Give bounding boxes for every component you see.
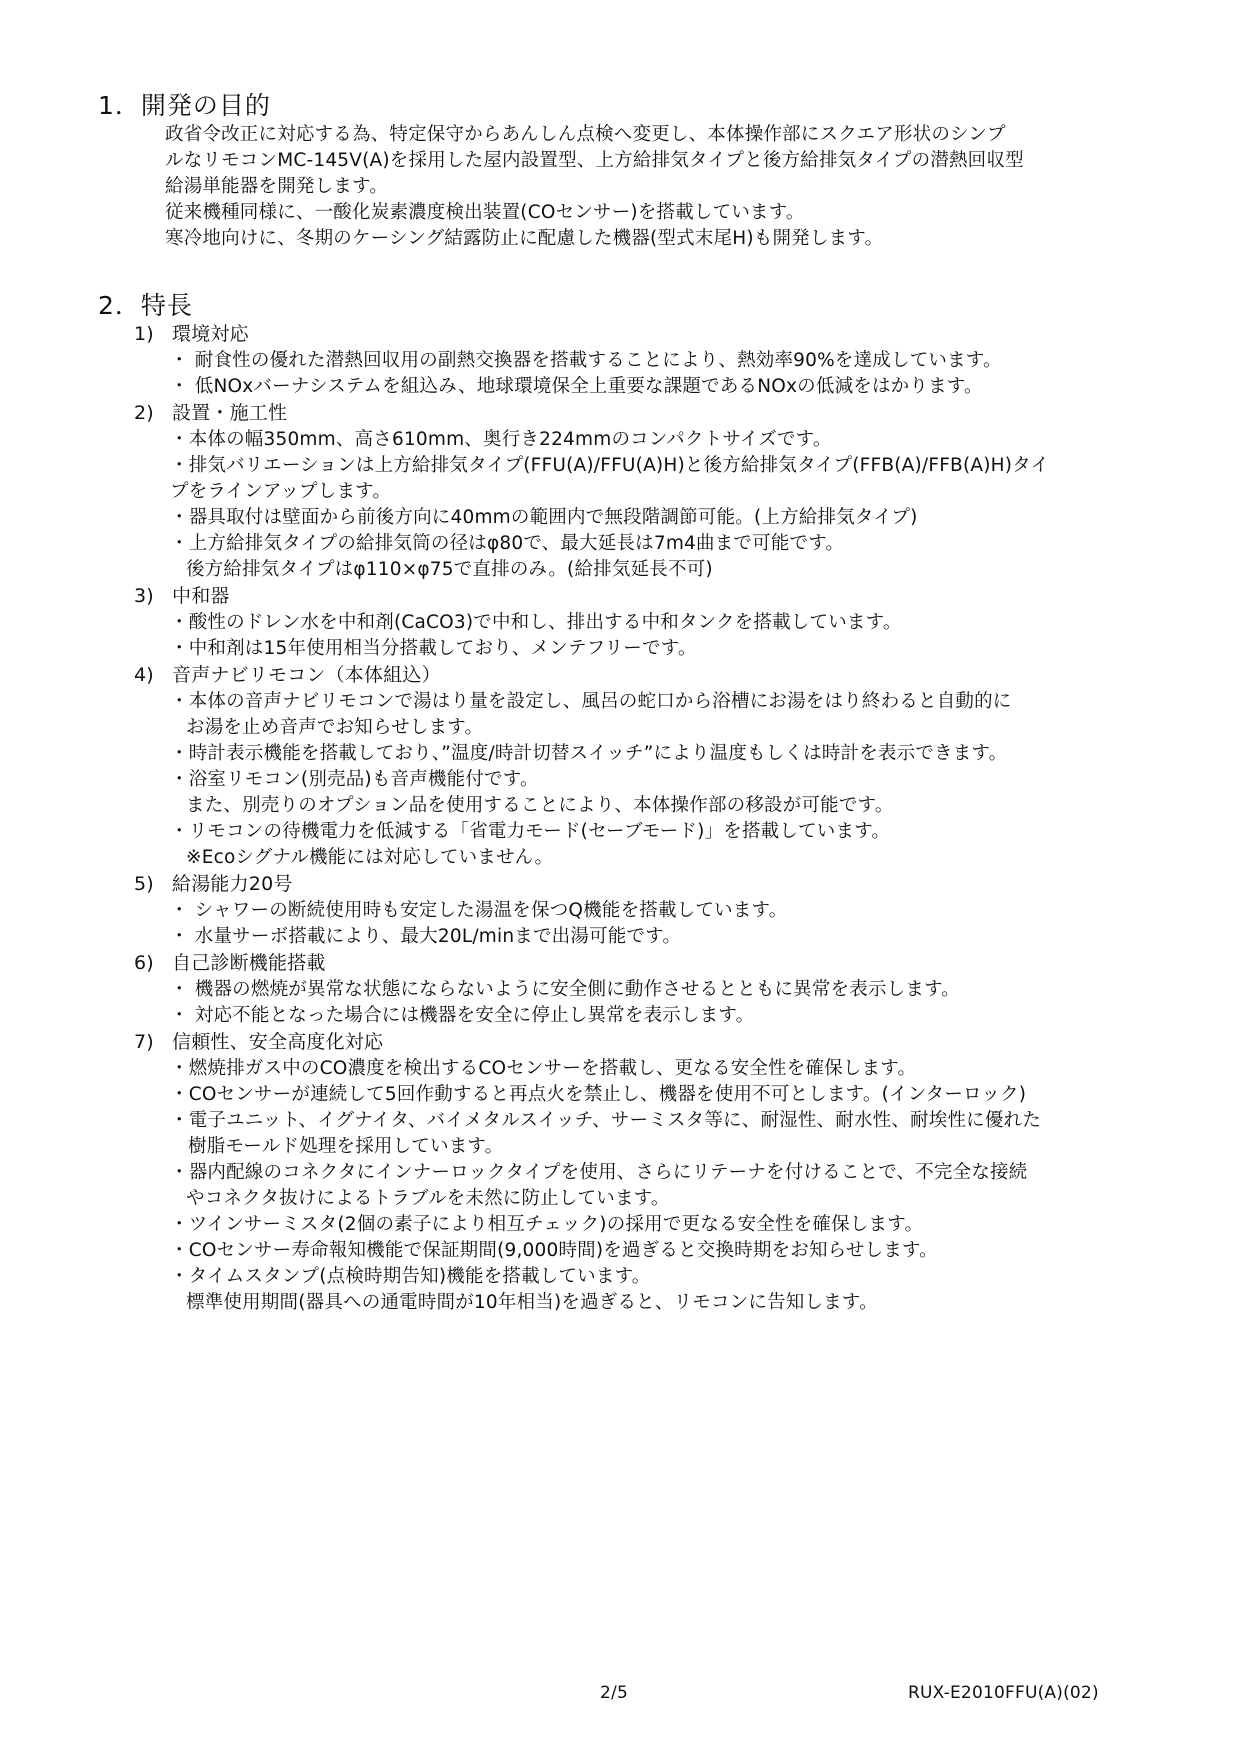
text-line: ・本体の音声ナビリモコンで湯はり量を設定し、風呂の蛇口から浴槽にお湯をはり終わると自動的に <box>170 691 1012 712</box>
item-title: 自己診断機能搭載 <box>172 952 326 974</box>
text-line: ・ 低NOxバーナシステムを組込み、地球環境保全上重要な課題であるNOxの低減をはかります。 <box>170 376 983 397</box>
text-line: ・タイムスタンプ(点検時期告知)機能を搭載しています。 <box>170 1266 651 1287</box>
text-line: ・ 対応不能となった場合には機器を安全に停止し異常を表示します。 <box>170 1005 755 1026</box>
text-line: ・ツインサーミスタ(2個の素子により相互チェック)の採用で更なる安全性を確保します。 <box>170 1214 924 1235</box>
document-id: RUX-E2010FFU(A)(02) <box>908 1683 1099 1703</box>
text-line: プをラインアップします。 <box>170 481 392 502</box>
text-line: ・電子ユニット、イグナイタ、バイメタルスイッチ、サーミスタ等に、耐湿性、耐水性、耐埃性に優れた <box>170 1110 1041 1131</box>
text-line: 後方給排気タイプはφ110×φ75で直排のみ。(給排気延長不可) <box>186 559 713 580</box>
text-line: ・ 機器の燃焼が異常な状態にならないように安全側に動作させるとともに異常を表示します。 <box>170 979 961 1000</box>
text-line: ルなリモコンMC-145V(A)を採用した屋内設置型、上方給排気タイプと後方給排気タイプの潜熱回収型 <box>165 150 1024 171</box>
text-line: 標準使用期間(器具への通電時間が10年相当)を過ぎると、リモコンに告知します。 <box>186 1292 878 1313</box>
item-number: 4) <box>134 664 154 686</box>
text-line: ・排気バリエーションは上方給排気タイプ(FFU(A)/FFU(A)H)と後方給排気タイプ(FFB(A)/FFB(A)H)タイ <box>170 455 1050 476</box>
text-line: 寒冷地向けに、冬期のケーシング結露防止に配慮した機器(型式末尾H)も開発します。 <box>165 228 884 249</box>
text-line: ・浴室リモコン(別売品)も音声機能付です。 <box>170 769 539 790</box>
item-number: 6) <box>134 952 154 974</box>
text-line: ・器具取付は壁面から前後方向に40mmの範囲内で無段階調節可能。(上方給排気タイプ) <box>170 507 918 528</box>
item-title: 音声ナビリモコン（本体組込） <box>172 664 441 686</box>
section-2-title: 2．特長 <box>98 291 193 320</box>
text-line: ・ シャワーの断続使用時も安定した湯温を保つQ機能を搭載しています。 <box>170 900 788 921</box>
text-line: 従来機種同様に、一酸化炭素濃度検出装置(COセンサー)を搭載しています。 <box>165 202 805 223</box>
text-line: 給湯単能器を開発します。 <box>165 176 388 197</box>
text-line: お湯を止め音声でお知らせします。 <box>186 717 484 738</box>
text-line: やコネクタ抜けによるトラブルを未然に防止しています。 <box>186 1188 670 1209</box>
item-title: 給湯能力20号 <box>172 873 293 895</box>
item-number: 5) <box>134 873 154 895</box>
text-line: ・上方給排気タイプの給排気筒の径はφ80で、最大延長は7m4曲まで可能です。 <box>170 533 845 554</box>
text-line: 政省令改正に対応する為、特定保守からあんしん点検へ変更し、本体操作部にスクエア形状のシンプ <box>165 124 1006 145</box>
text-line: また、別売りのオプション品を使用することにより、本体操作部の移設が可能です。 <box>186 795 894 816</box>
item-title: 設置・施工性 <box>172 402 288 424</box>
section-1-title: 1．開発の目的 <box>98 91 271 120</box>
text-line: ・COセンサー寿命報知機能で保証期間(9,000時間)を過ぎると交換時期をお知らせします。 <box>170 1240 938 1261</box>
text-line: ・燃焼排ガス中のCO濃度を検出するCOセンサーを搭載し、更なる安全性を確保します。 <box>170 1058 917 1079</box>
item-number: 7) <box>134 1031 154 1053</box>
item-title: 信頼性、安全高度化対応 <box>172 1031 384 1053</box>
item-title: 中和器 <box>172 585 230 607</box>
item-number: 1) <box>134 323 154 345</box>
text-line: ※Ecoシグナル機能には対応していません。 <box>186 847 554 868</box>
page-number: 2/5 <box>600 1683 628 1703</box>
text-line: ・酸性のドレン水を中和剤(CaCO3)で中和し、排出する中和タンクを搭載しています。 <box>170 612 902 633</box>
text-line: ・器内配線のコネクタにインナーロックタイプを使用、さらにリテーナを付けることで、不完全な接続 <box>170 1162 1028 1183</box>
item-number: 3) <box>134 585 154 607</box>
text-line: ・COセンサーが連続して5回作動すると再点火を禁止し、機器を使用不可とします。(インターロック) <box>170 1084 1027 1105</box>
text-line: ・中和剤は15年使用相当分搭載しており、メンテフリーです。 <box>170 638 697 659</box>
text-line: ・ 耐食性の優れた潜熱回収用の副熱交換器を搭載することにより、熱効率90%を達成しています。 <box>170 350 1002 371</box>
item-number: 2) <box>134 402 154 424</box>
text-line: ・本体の幅350mm、高さ610mm、奥行き224mmのコンパクトサイズです。 <box>170 429 832 450</box>
text-line: 樹脂モールド処理を採用しています。 <box>188 1136 504 1157</box>
item-title: 環境対応 <box>172 323 249 345</box>
text-line: ・ 水量サーボ搭載により、最大20L/minまで出湯可能です。 <box>170 926 682 947</box>
text-line: ・リモコンの待機電力を低減する「省電力モード(セーブモード)」を搭載しています。 <box>170 821 891 842</box>
text-line: ・時計表示機能を搭載しており、”温度/時計切替スイッチ”により温度もしくは時計を表示できます。 <box>170 743 1008 764</box>
